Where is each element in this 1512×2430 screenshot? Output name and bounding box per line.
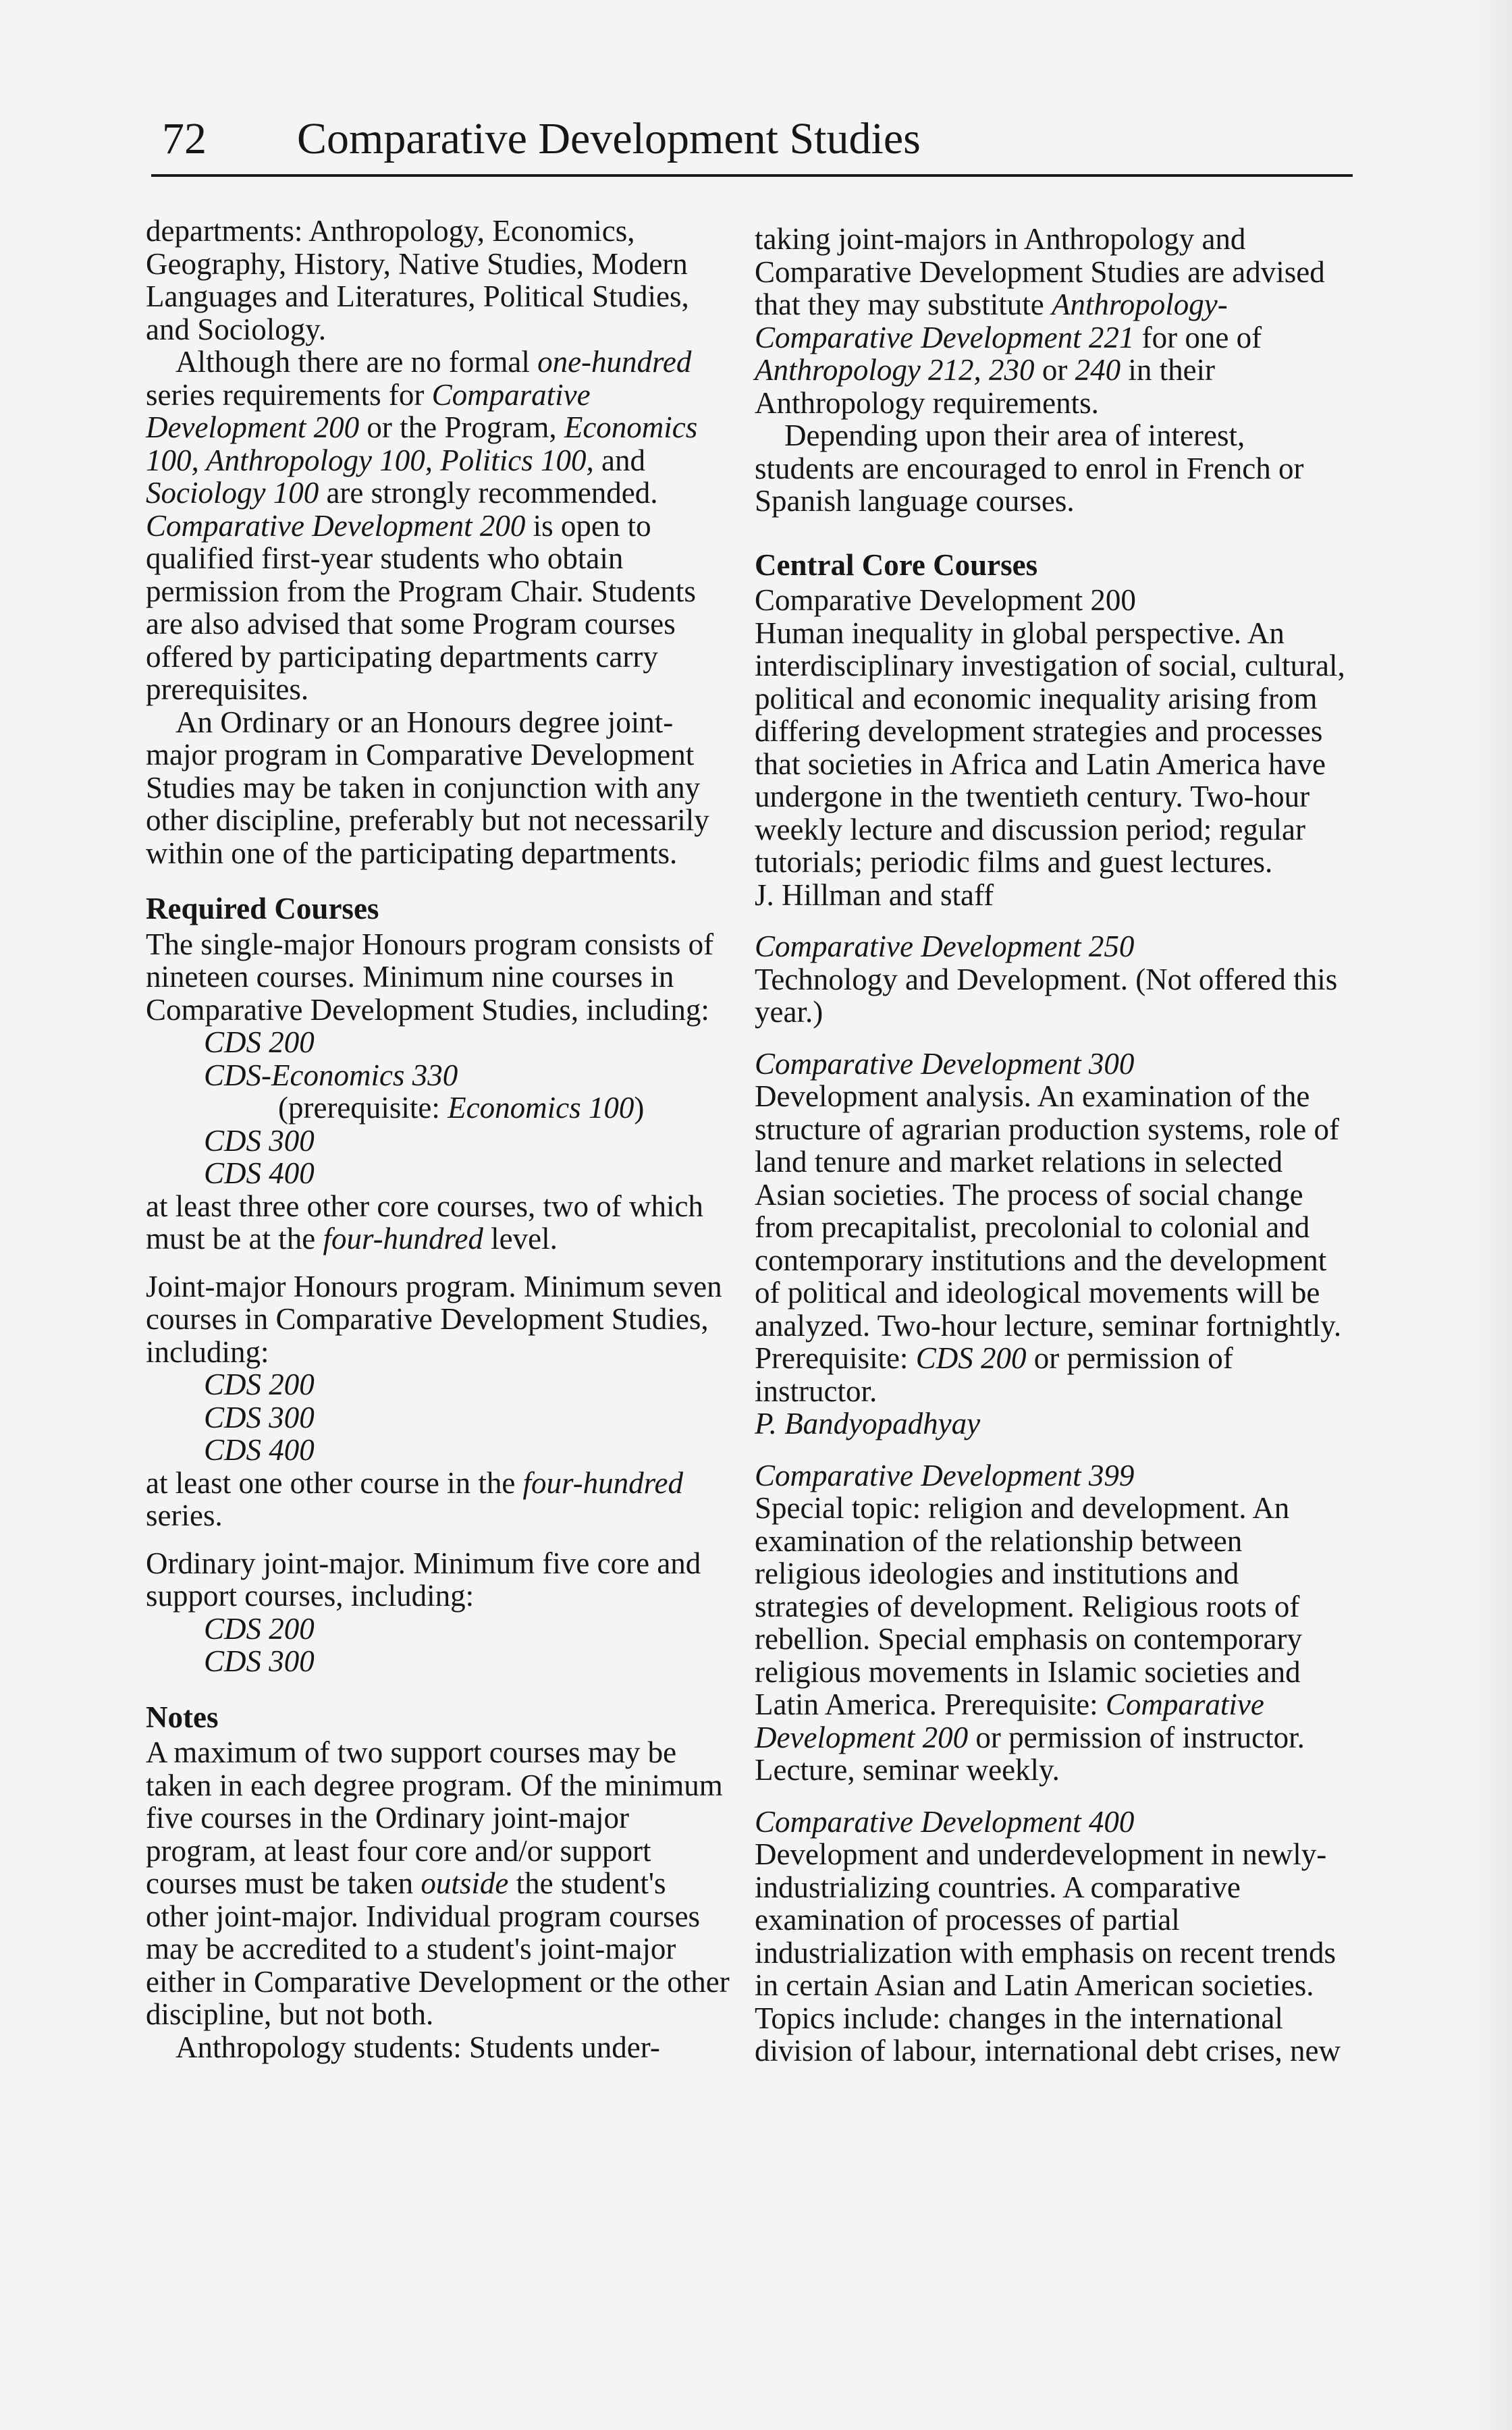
course-title: Comparative Development 399 bbox=[755, 1458, 1135, 1492]
paragraph-anthropology-continued: taking joint-majors in Anthropology and Comparative Development Studies are advised that they may substitute Anthropology-Comparative Development 221 for one of Anthropology 212, 230 or 240 in their Anthropology requirements. bbox=[755, 222, 1325, 420]
paragraph-joint-major: An Ordinary or an Honours degree joint-major program in Comparative Development Studies may be taken in conjunction with any other discipline, preferably but not necessarily within one of the participating departments. bbox=[146, 705, 709, 870]
page-edge-shadow bbox=[1472, 0, 1512, 2430]
course-description: Human inequality in global perspective. An interdisciplinary investigation of social, cultural, political and economic inequality arising from differing development strategies and processes that societies in Africa and Latin America have undergone in the twentieth century. Two-hour weekly lecture and discussion period; regular tutorials; periodic films and guest lectures. bbox=[755, 616, 1345, 879]
course-instructor: P. Bandyopadhyay bbox=[755, 1407, 981, 1440]
prerequisite-note: (prerequisite: Economics 100) bbox=[278, 1091, 645, 1125]
paragraph-single-major: The single-major Honours program consists of nineteen courses. Minimum nine courses in Comparative Development Studies, including: bbox=[146, 927, 714, 1027]
course-code: CDS 300 bbox=[204, 1644, 315, 1678]
course-code: CDS 200 bbox=[204, 1368, 315, 1401]
course-code: CDS-Economics 330 bbox=[204, 1058, 458, 1092]
course-entry-300 bbox=[755, 1048, 1349, 1440]
course-entry-400 bbox=[755, 1806, 1349, 2068]
course-entry-250 bbox=[755, 930, 1349, 1029]
running-title: Comparative Development Studies bbox=[297, 114, 921, 163]
course-entry-399 bbox=[755, 1459, 1349, 1787]
course-title: Comparative Development 300 bbox=[755, 1046, 1135, 1081]
ordinary-course-list bbox=[204, 1613, 733, 1678]
running-header bbox=[162, 108, 1350, 170]
course-entry-200 bbox=[755, 584, 1349, 911]
course-description: Technology and Development. (Not offered this year.) bbox=[755, 962, 1338, 1029]
course-title: Comparative Development 400 bbox=[755, 1804, 1135, 1839]
header-rule bbox=[151, 174, 1353, 177]
course-code: CDS 200 bbox=[204, 1611, 315, 1646]
paragraph-requirements: Although there are no formal one-hundred series requirements for Comparative Development 200 or the Program, Economics 100, Anthropology 100, Politics 100, and Sociology 100 are strongly recommended. Comparative Development 200 is open to qualified first-year students who obtain permission from the Program Chair. Students are also advised that some Program courses offered by participating departments carry prerequisites. bbox=[146, 345, 698, 706]
right-column bbox=[755, 223, 1349, 2068]
paragraph-joint-honours-extra: at least one other course in the four-hundred series. bbox=[146, 1465, 683, 1532]
joint-honours-course-list bbox=[204, 1368, 733, 1467]
course-description: Special topic: religion and development. An examination of the relationship between religious ideologies and institutions and strategies of development. Religious roots of rebellion. Special emphasis on contemporary religious movements in Islamic societies and Latin America. Prerequisite: Comparative Development 200 or permission of instructor. Lecture, seminar weekly. bbox=[755, 1491, 1305, 1787]
course-code: CDS 400 bbox=[204, 1156, 315, 1190]
course-code: CDS 200 bbox=[204, 1025, 315, 1059]
paragraph-departments: departments: Anthropology, Economics, Geography, History, Native Studies, Modern Languages and Literatures, Political Studies, and Sociology. bbox=[146, 214, 689, 346]
paragraph-anthropology-students: Anthropology students: Students under- bbox=[176, 2030, 660, 2064]
course-code: CDS 300 bbox=[204, 1123, 315, 1158]
left-column bbox=[146, 215, 733, 2063]
paragraph-single-major-extra: at least three other core courses, two of which must be at the four-hundred level. bbox=[146, 1189, 703, 1256]
course-title: Comparative Development 200 bbox=[755, 583, 1136, 617]
course-description: Development and underdevelopment in newly-industrializing countries. A comparative examination of processes of partial industrialization with emphasis on recent trends in certain Asian and Latin American societies. Topics include: changes in the international division of labour, international debt crises, new bbox=[755, 1837, 1341, 2068]
heading-central-core-courses: Central Core Courses bbox=[755, 547, 1038, 582]
paragraph-notes: A maximum of two support courses may be taken in each degree program. Of the minimum five courses in the Ordinary joint-major program, at least four core and/or support courses must be taken outside the student's other joint-major. Individual program courses may be accredited to a student's joint-major either in Comparative Development or the other discipline, but not both. bbox=[146, 1735, 730, 2031]
course-description: Development analysis. An examination of the structure of agrarian production systems, role of land tenure and market relations in selected Asian societies. The process of social change from precapitalist, precolonial to colonial and contemporary institutions and the development of political and ideological movements will be analyzed. Two-hour lecture, seminar fortnightly. Prerequisite: CDS 200 or permission of instructor. bbox=[755, 1079, 1342, 1408]
paragraph-ordinary: Ordinary joint-major. Minimum five core and support courses, including: bbox=[146, 1546, 701, 1613]
heading-required-courses: Required Courses bbox=[146, 892, 379, 925]
page-number: 72 bbox=[162, 114, 207, 163]
course-instructor: J. Hillman and staff bbox=[755, 878, 994, 912]
single-major-course-list bbox=[204, 1026, 733, 1190]
paragraph-joint-honours: Joint-major Honours program. Minimum seven courses in Comparative Development Studies, including: bbox=[146, 1269, 722, 1369]
course-title: Comparative Development 250 bbox=[755, 929, 1135, 963]
course-code: CDS 400 bbox=[204, 1433, 315, 1467]
heading-notes: Notes bbox=[146, 1700, 219, 1734]
paragraph-language-courses: Depending upon their area of interest, students are encouraged to enrol in French or Spanish language courses. bbox=[755, 418, 1304, 518]
course-code: CDS 300 bbox=[204, 1400, 315, 1434]
